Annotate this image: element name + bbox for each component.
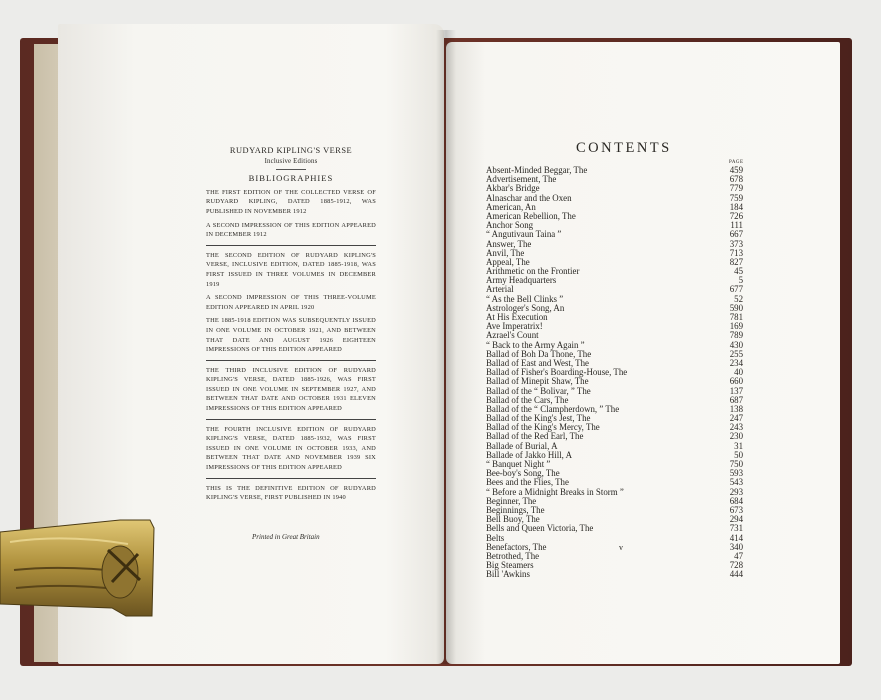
entry-title: Beginner, The — [486, 495, 537, 506]
entry-page: 137 — [729, 385, 743, 396]
entry-title: Anvil, The — [486, 247, 525, 258]
page-number: v — [619, 543, 623, 552]
entry-page: 759 — [729, 192, 743, 203]
entry-title: Ballad of the Cars, The — [486, 394, 569, 405]
entry-page: 678 — [729, 174, 743, 185]
printed-in-note: Printed in Great Britain — [252, 533, 320, 541]
entry-page: 169 — [729, 321, 743, 332]
entry-title: “ Before a Midnight Breaks in Storm ” — [486, 486, 624, 497]
entry-page: 726 — [729, 210, 743, 221]
bibliography-title: RUDYARD KIPLING'S VERSE — [229, 146, 353, 155]
entry-page: 430 — [729, 339, 743, 350]
entry-title: Advertisement, The — [486, 174, 557, 185]
entry-page: 444 — [729, 569, 743, 580]
entry-title: Bell Buoy, The — [486, 514, 540, 525]
contents-entry — [486, 569, 743, 580]
divider — [206, 478, 376, 479]
entry-title: Ballad of East and West, The — [486, 357, 589, 368]
bibliography-block — [206, 146, 376, 503]
entry-title: Ballad of the “ Clampherdown, ” The — [486, 403, 620, 414]
bibliography-paragraph: A SECOND IMPRESSION OF THIS EDITION APPEARED IN DECEMBER 1912 — [206, 221, 376, 239]
bibliography-heading: BIBLIOGRAPHIES — [248, 173, 334, 184]
entry-title: “ Banquet Night ” — [486, 459, 551, 469]
entry-page: 230 — [729, 431, 743, 442]
entry-page: 184 — [729, 201, 743, 212]
entry-title: Belts — [486, 532, 505, 543]
entry-title: Ballad of the Red Earl, The — [486, 431, 584, 442]
entry-page: 750 — [729, 459, 743, 469]
entry-page: 52 — [734, 293, 743, 304]
entry-page: 677 — [729, 284, 743, 295]
entry-page: 340 — [729, 541, 743, 552]
entry-page: 243 — [729, 422, 743, 433]
entry-title: Ballad of Boh Da Thone, The — [486, 348, 592, 359]
contents-title: CONTENTS — [576, 140, 672, 156]
entry-page: 234 — [729, 357, 743, 368]
entry-title: Answer, The — [486, 238, 532, 249]
entry-page: 543 — [729, 477, 743, 488]
entry-page: 779 — [729, 183, 743, 194]
entry-title: “ As the Bell Clinks ” — [486, 293, 564, 304]
entry-page: 660 — [729, 376, 743, 387]
entry-page: 713 — [729, 247, 743, 258]
entry-title: Ballad of the King's Jest, The — [486, 413, 591, 424]
contents-entry — [486, 523, 743, 534]
bibliography-paragraph: THE FIRST EDITION OF THE COLLECTED VERSE OF RUDYARD KIPLING, DATED 1885-1912, WAS PUBLISHED IN NOVEMBER 1912 — [206, 188, 376, 215]
entry-page: 111 — [730, 220, 743, 231]
entry-title: Bees and the Flies, The — [486, 477, 569, 488]
divider — [206, 419, 376, 420]
entry-title: Absent-Minded Beggar, The — [486, 165, 588, 175]
entry-title: Anchor Song — [486, 220, 534, 231]
entry-page: 827 — [729, 256, 743, 267]
entry-page: 459 — [729, 165, 743, 175]
entry-page: 45 — [734, 266, 743, 277]
entry-page: 414 — [729, 532, 743, 543]
bibliography-paragraph: THE FOURTH INCLUSIVE EDITION OF RUDYARD KIPLING'S VERSE, DATED 1885-1932, WAS FIRST ISSUED IN ONE VOLUME IN OCTOBER 1933, AND BETWEEN THAT DATE AND NOVEMBER 1939 SIX IMPRESSIONS OF THIS EDITION APPEARED — [206, 425, 376, 472]
contents-entry — [486, 275, 743, 286]
entry-page: 687 — [729, 394, 743, 405]
entry-title: Appeal, The — [486, 256, 530, 267]
entry-page: 781 — [729, 312, 743, 322]
entry-page: 593 — [729, 468, 743, 479]
entry-page: 673 — [729, 504, 743, 515]
entry-page: 40 — [734, 367, 743, 378]
entry-title: Ballad of Fisher's Boarding-House, The — [486, 367, 628, 378]
entry-page: 247 — [729, 413, 743, 424]
entry-title: “ Angutivaun Taina ” — [486, 229, 562, 240]
title-rule — [276, 169, 306, 170]
entry-title: Astrologer's Song, An — [486, 302, 565, 313]
bibliography-subtitle: Inclusive Editions — [264, 157, 318, 165]
entry-page: 667 — [729, 229, 743, 240]
bibliography-paragraph: THIS IS THE DEFINITIVE EDITION OF RUDYARD KIPLING'S VERSE, FIRST PUBLISHED IN 1940 — [206, 484, 376, 502]
contents-list — [486, 140, 744, 580]
bibliography-paragraph: A SECOND IMPRESSION OF THIS THREE-VOLUME EDITION APPEARED IN APRIL 1920 — [206, 294, 376, 311]
divider — [206, 360, 376, 361]
entry-title: Ballade of Jakko Hill, A — [486, 449, 573, 460]
entry-page: 789 — [729, 330, 743, 341]
entry-title: Benefactors, The — [486, 541, 547, 552]
entry-page: 47 — [734, 550, 743, 561]
entry-page: 50 — [734, 449, 743, 460]
entry-title: Ballad of the King's Mercy, The — [486, 422, 600, 433]
entry-title: At His Execution — [486, 312, 548, 322]
entry-title: Arithmetic on the Frontier — [486, 266, 580, 277]
entry-title: Bee-boy's Song, The — [486, 468, 560, 479]
entry-page: 294 — [729, 514, 743, 525]
page-column-header: PAGE — [729, 160, 744, 165]
entry-page: 138 — [729, 403, 743, 414]
entry-page: 5 — [738, 275, 743, 286]
entry-title: Betrothed, The — [486, 550, 540, 561]
entry-title: Ave Imperatrix! — [486, 321, 543, 332]
divider — [206, 245, 376, 246]
entry-title: Beginnings, The — [486, 504, 545, 515]
entry-title: Ballad of Minepit Shaw, The — [486, 376, 589, 387]
bibliography-paragraph: THE 1885-1918 EDITION WAS SUBSEQUENTLY ISSUED IN ONE VOLUME IN OCTOBER 1921, AND BETWEEN THAT DATE AND AUGUST 1926 EIGHTEEN IMPRESSIONS OF THIS EDITION APPEARED — [206, 317, 376, 354]
book-gutter — [436, 30, 456, 664]
bibliography-paragraph: THE SECOND EDITION OF RUDYARD KIPLING'S VERSE, INCLUSIVE EDITION, DATED 1885-1918, WAS FIRST ISSUED IN THREE VOLUMES IN DECEMBER 1919 — [206, 251, 376, 288]
entry-page: 684 — [729, 495, 743, 506]
entry-page: 31 — [734, 440, 743, 451]
brass-hand-bookmark — [0, 518, 156, 618]
entry-title: Akbar's Bridge — [486, 183, 540, 194]
entry-page: 728 — [729, 560, 743, 571]
entry-title: Ballad of the “ Bolivar, ” The — [486, 385, 591, 396]
entry-title: Azrael's Count — [486, 330, 539, 341]
entry-page: 255 — [729, 348, 743, 359]
entry-title: Bells and Queen Victoria, The — [486, 523, 594, 534]
bibliography-paragraph: THE THIRD INCLUSIVE EDITION OF RUDYARD KIPLING'S VERSE, DATED 1885-1926, WAS FIRST ISSUED IN ONE VOLUME IN SEPTEMBER 1927, AND BETWEEN THAT DATE AND OCTOBER 1931 ELEVEN IMPRESSIONS OF THIS EDITION APPEARED — [206, 366, 376, 413]
entry-title: Alnaschar and the Oxen — [486, 192, 572, 203]
entry-page: 293 — [729, 486, 743, 497]
entry-page: 373 — [729, 238, 743, 249]
entry-title: Bill 'Awkins — [486, 569, 530, 580]
entry-title: Big Steamers — [486, 560, 534, 571]
entry-title: Arterial — [486, 284, 514, 295]
entry-title: Army Headquarters — [486, 275, 557, 286]
entry-page: 731 — [729, 523, 743, 534]
entry-title: “ Back to the Army Again ” — [486, 339, 585, 350]
entry-page: 590 — [729, 302, 743, 313]
entry-title: American Rebellion, The — [486, 210, 576, 221]
entry-title: American, An — [486, 201, 536, 212]
entry-title: Ballade of Burial, A — [486, 440, 558, 451]
